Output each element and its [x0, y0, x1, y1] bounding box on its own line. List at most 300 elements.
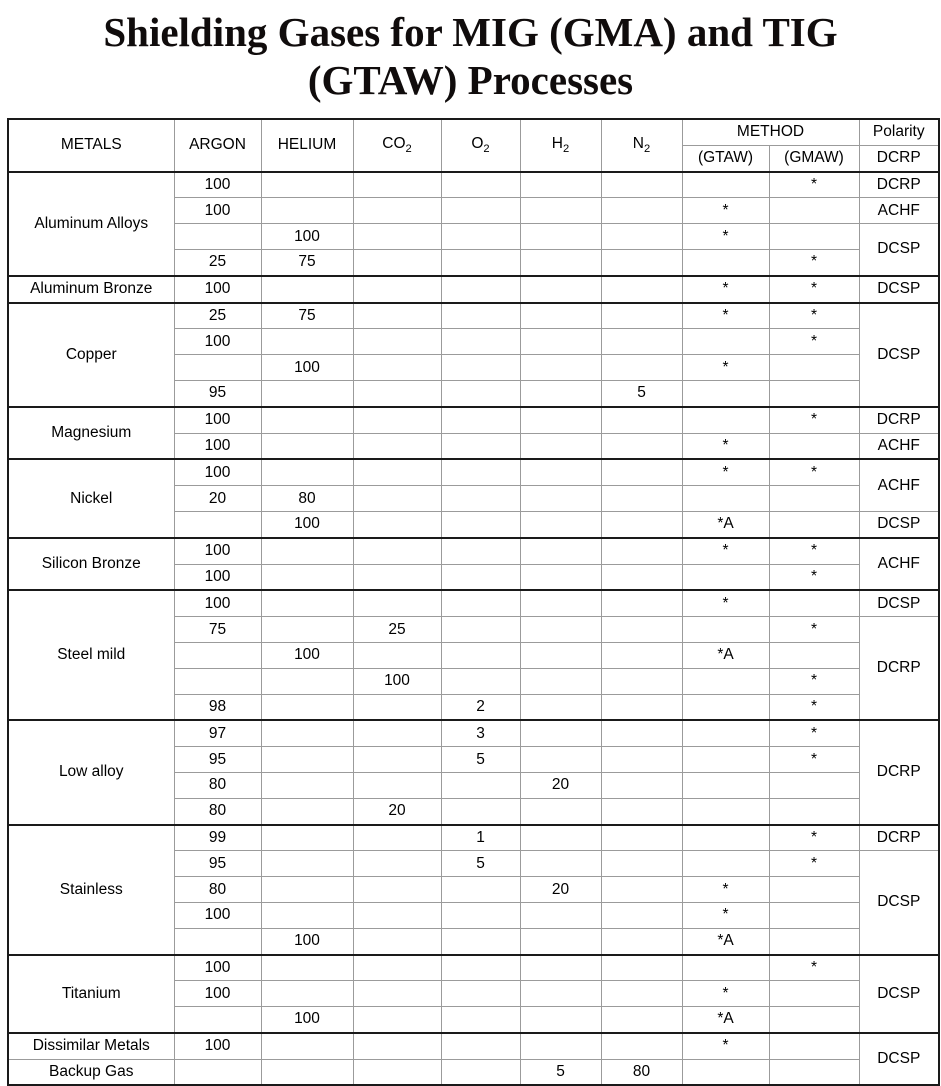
cell-o2	[441, 642, 520, 668]
metal-name-cell: Stainless	[8, 825, 174, 955]
cell-gtaw: *	[682, 981, 769, 1007]
cell-polarity: DCSP	[859, 1033, 939, 1086]
cell-gtaw: *	[682, 1033, 769, 1059]
table-header	[8, 119, 939, 172]
cell-helium: 100	[261, 355, 353, 381]
cell-h2	[520, 1033, 601, 1059]
cell-helium: 75	[261, 249, 353, 275]
cell-gmaw	[769, 590, 859, 616]
cell-gmaw: *	[769, 303, 859, 329]
cell-gmaw: *	[769, 694, 859, 720]
cell-h2	[520, 747, 601, 773]
cell-gmaw: *	[769, 617, 859, 643]
cell-o2	[441, 1007, 520, 1033]
cell-h2	[520, 825, 601, 851]
cell-n2	[601, 590, 682, 616]
cell-co2	[353, 433, 441, 459]
cell-n2	[601, 851, 682, 877]
cell-polarity: DCRP	[859, 825, 939, 851]
cell-n2	[601, 825, 682, 851]
cell-h2	[520, 486, 601, 512]
cell-helium	[261, 1059, 353, 1085]
cell-argon: 100	[174, 981, 261, 1007]
cell-helium: 75	[261, 303, 353, 329]
header-polarity: Polarity	[859, 119, 939, 145]
cell-o2	[441, 772, 520, 798]
cell-argon	[174, 1059, 261, 1085]
cell-h2	[520, 617, 601, 643]
cell-gtaw: *A	[682, 1007, 769, 1033]
cell-n2	[601, 1007, 682, 1033]
cell-o2	[441, 1033, 520, 1059]
cell-gtaw	[682, 172, 769, 198]
cell-o2	[441, 433, 520, 459]
table-row	[8, 1033, 939, 1059]
cell-helium	[261, 981, 353, 1007]
cell-h2	[520, 642, 601, 668]
cell-helium: 100	[261, 928, 353, 954]
cell-n2	[601, 407, 682, 433]
cell-o2	[441, 981, 520, 1007]
cell-n2	[601, 955, 682, 981]
metal-name-cell: Silicon Bronze	[8, 538, 174, 591]
cell-polarity: DCRP	[859, 720, 939, 824]
header-o2	[441, 119, 520, 172]
cell-o2	[441, 459, 520, 485]
cell-co2	[353, 172, 441, 198]
cell-n2: 5	[601, 380, 682, 406]
cell-h2	[520, 955, 601, 981]
cell-n2	[601, 747, 682, 773]
cell-co2: 20	[353, 798, 441, 824]
cell-gtaw: *	[682, 198, 769, 224]
cell-h2: 20	[520, 772, 601, 798]
cell-n2	[601, 928, 682, 954]
table-body	[8, 172, 939, 1086]
cell-helium	[261, 329, 353, 355]
cell-argon: 100	[174, 564, 261, 590]
cell-n2	[601, 172, 682, 198]
table-row	[8, 720, 939, 746]
cell-o2: 5	[441, 851, 520, 877]
cell-argon	[174, 355, 261, 381]
cell-gmaw	[769, 1007, 859, 1033]
cell-helium	[261, 380, 353, 406]
metal-name-cell: Low alloy	[8, 720, 174, 824]
cell-gmaw: *	[769, 329, 859, 355]
cell-gmaw	[769, 928, 859, 954]
cell-gtaw	[682, 329, 769, 355]
cell-argon: 25	[174, 249, 261, 275]
cell-argon: 100	[174, 407, 261, 433]
cell-helium	[261, 668, 353, 694]
cell-polarity: DCSP	[859, 276, 939, 303]
cell-h2	[520, 459, 601, 485]
cell-o2	[441, 303, 520, 329]
cell-gmaw: *	[769, 276, 859, 303]
header-o2-text: O	[471, 135, 484, 153]
metal-name-cell: Dissimilar Metals	[8, 1033, 174, 1059]
cell-argon: 100	[174, 198, 261, 224]
cell-co2	[353, 902, 441, 928]
cell-gmaw	[769, 355, 859, 381]
header-polarity-subvalue: DCRP	[859, 145, 939, 171]
cell-argon: 99	[174, 825, 261, 851]
cell-o2	[441, 538, 520, 564]
table-container	[0, 104, 941, 1086]
cell-h2	[520, 249, 601, 275]
cell-co2	[353, 538, 441, 564]
cell-gtaw	[682, 668, 769, 694]
metal-name-cell: Steel mild	[8, 590, 174, 720]
cell-h2	[520, 538, 601, 564]
table-row	[8, 825, 939, 851]
cell-co2	[353, 877, 441, 903]
cell-o2	[441, 355, 520, 381]
cell-o2: 2	[441, 694, 520, 720]
cell-n2	[601, 355, 682, 381]
cell-n2	[601, 877, 682, 903]
cell-o2	[441, 668, 520, 694]
cell-h2	[520, 720, 601, 746]
table-row	[8, 1059, 939, 1085]
cell-co2	[353, 642, 441, 668]
header-h2-text: H	[551, 135, 563, 153]
cell-o2	[441, 329, 520, 355]
cell-h2	[520, 694, 601, 720]
cell-o2	[441, 172, 520, 198]
cell-gtaw	[682, 720, 769, 746]
cell-co2	[353, 249, 441, 275]
cell-argon: 100	[174, 1033, 261, 1059]
cell-helium	[261, 851, 353, 877]
cell-polarity: ACHF	[859, 538, 939, 591]
cell-helium	[261, 877, 353, 903]
cell-h2: 5	[520, 1059, 601, 1085]
cell-polarity: ACHF	[859, 459, 939, 511]
table-row	[8, 590, 939, 616]
cell-h2	[520, 380, 601, 406]
cell-co2	[353, 955, 441, 981]
cell-helium	[261, 798, 353, 824]
shielding-gases-table	[7, 118, 940, 1086]
cell-helium	[261, 617, 353, 643]
cell-o2	[441, 511, 520, 537]
cell-n2	[601, 433, 682, 459]
cell-gtaw: *A	[682, 642, 769, 668]
cell-o2	[441, 564, 520, 590]
cell-helium	[261, 198, 353, 224]
header-helium: HELIUM	[261, 119, 353, 172]
cell-n2	[601, 642, 682, 668]
cell-gtaw	[682, 380, 769, 406]
cell-gtaw	[682, 249, 769, 275]
cell-gtaw: *	[682, 276, 769, 303]
cell-gtaw	[682, 772, 769, 798]
cell-h2	[520, 851, 601, 877]
header-n2-sub: 2	[643, 143, 651, 156]
cell-argon: 100	[174, 433, 261, 459]
cell-gmaw: *	[769, 825, 859, 851]
cell-polarity: DCSP	[859, 851, 939, 955]
cell-argon	[174, 668, 261, 694]
cell-h2	[520, 224, 601, 250]
cell-helium	[261, 955, 353, 981]
cell-gtaw: *	[682, 902, 769, 928]
metal-name-cell: Nickel	[8, 459, 174, 537]
cell-h2	[520, 564, 601, 590]
cell-helium: 100	[261, 642, 353, 668]
cell-helium	[261, 772, 353, 798]
header-h2	[520, 119, 601, 172]
cell-h2	[520, 1007, 601, 1033]
cell-h2	[520, 329, 601, 355]
metal-name-cell: Aluminum Alloys	[8, 172, 174, 276]
cell-n2	[601, 902, 682, 928]
cell-polarity: DCSP	[859, 511, 939, 537]
cell-o2	[441, 407, 520, 433]
cell-polarity: DCSP	[859, 224, 939, 276]
cell-polarity: ACHF	[859, 433, 939, 459]
cell-co2	[353, 564, 441, 590]
cell-n2	[601, 694, 682, 720]
cell-helium	[261, 1033, 353, 1059]
cell-o2	[441, 617, 520, 643]
cell-n2	[601, 329, 682, 355]
cell-h2: 20	[520, 877, 601, 903]
cell-h2	[520, 276, 601, 303]
cell-argon: 100	[174, 329, 261, 355]
cell-gmaw	[769, 981, 859, 1007]
cell-helium: 100	[261, 1007, 353, 1033]
metal-name-cell: Copper	[8, 303, 174, 407]
cell-gtaw	[682, 407, 769, 433]
cell-co2	[353, 355, 441, 381]
header-o2-sub: 2	[483, 143, 490, 156]
cell-n2	[601, 981, 682, 1007]
table-row	[8, 459, 939, 485]
metal-name-cell: Aluminum Bronze	[8, 276, 174, 303]
header-n2-text: N	[632, 135, 644, 153]
cell-gtaw	[682, 747, 769, 773]
cell-o2	[441, 955, 520, 981]
cell-helium	[261, 538, 353, 564]
cell-co2	[353, 772, 441, 798]
cell-gmaw: *	[769, 720, 859, 746]
cell-gmaw: *	[769, 249, 859, 275]
cell-argon: 25	[174, 303, 261, 329]
cell-o2	[441, 249, 520, 275]
header-n2	[601, 119, 682, 172]
cell-gmaw	[769, 798, 859, 824]
cell-argon: 100	[174, 459, 261, 485]
table-row	[8, 538, 939, 564]
cell-gmaw	[769, 642, 859, 668]
cell-h2	[520, 902, 601, 928]
cell-co2	[353, 380, 441, 406]
cell-argon: 20	[174, 486, 261, 512]
cell-co2	[353, 459, 441, 485]
cell-co2	[353, 511, 441, 537]
header-co2-sub: 2	[405, 143, 412, 156]
cell-gtaw: *	[682, 224, 769, 250]
cell-gmaw	[769, 877, 859, 903]
cell-n2	[601, 276, 682, 303]
header-row-main	[8, 119, 939, 145]
header-metals: METALS	[8, 119, 174, 172]
cell-gtaw: *A	[682, 928, 769, 954]
cell-h2	[520, 172, 601, 198]
cell-n2	[601, 1033, 682, 1059]
metal-name-cell: Magnesium	[8, 407, 174, 460]
cell-n2	[601, 538, 682, 564]
cell-gmaw: *	[769, 538, 859, 564]
cell-gtaw	[682, 564, 769, 590]
cell-co2	[353, 407, 441, 433]
cell-polarity: ACHF	[859, 198, 939, 224]
cell-gmaw: *	[769, 851, 859, 877]
cell-helium	[261, 407, 353, 433]
cell-o2	[441, 877, 520, 903]
cell-n2	[601, 564, 682, 590]
cell-gmaw	[769, 1059, 859, 1085]
cell-gmaw	[769, 433, 859, 459]
cell-co2	[353, 276, 441, 303]
cell-co2	[353, 747, 441, 773]
cell-o2	[441, 798, 520, 824]
cell-gtaw	[682, 694, 769, 720]
cell-gtaw	[682, 486, 769, 512]
cell-helium	[261, 720, 353, 746]
cell-gtaw: *	[682, 303, 769, 329]
metal-name-cell: Titanium	[8, 955, 174, 1033]
cell-argon: 100	[174, 955, 261, 981]
cell-helium	[261, 747, 353, 773]
cell-polarity: DCSP	[859, 590, 939, 616]
cell-co2: 100	[353, 668, 441, 694]
header-co2	[353, 119, 441, 172]
cell-helium: 80	[261, 486, 353, 512]
cell-gtaw	[682, 798, 769, 824]
cell-co2	[353, 928, 441, 954]
cell-n2	[601, 617, 682, 643]
cell-helium: 100	[261, 511, 353, 537]
cell-o2	[441, 380, 520, 406]
cell-o2: 5	[441, 747, 520, 773]
cell-argon	[174, 1007, 261, 1033]
cell-co2	[353, 1059, 441, 1085]
cell-argon: 100	[174, 172, 261, 198]
cell-gmaw: *	[769, 668, 859, 694]
table-row	[8, 172, 939, 198]
cell-co2	[353, 1033, 441, 1059]
cell-gmaw	[769, 198, 859, 224]
cell-co2	[353, 303, 441, 329]
cell-argon: 80	[174, 798, 261, 824]
cell-gtaw	[682, 1059, 769, 1085]
cell-co2	[353, 720, 441, 746]
cell-gmaw: *	[769, 747, 859, 773]
cell-n2	[601, 303, 682, 329]
cell-n2	[601, 459, 682, 485]
cell-argon	[174, 928, 261, 954]
cell-h2	[520, 590, 601, 616]
cell-n2	[601, 198, 682, 224]
cell-argon	[174, 224, 261, 250]
cell-gmaw: *	[769, 172, 859, 198]
cell-helium	[261, 902, 353, 928]
cell-argon: 80	[174, 877, 261, 903]
cell-argon: 95	[174, 380, 261, 406]
cell-h2	[520, 928, 601, 954]
cell-argon: 100	[174, 538, 261, 564]
cell-gtaw: *	[682, 433, 769, 459]
cell-co2	[353, 694, 441, 720]
cell-helium	[261, 694, 353, 720]
cell-o2: 3	[441, 720, 520, 746]
cell-o2	[441, 486, 520, 512]
cell-n2	[601, 798, 682, 824]
cell-co2	[353, 329, 441, 355]
cell-argon: 98	[174, 694, 261, 720]
cell-co2	[353, 198, 441, 224]
table-row	[8, 276, 939, 303]
cell-gmaw	[769, 224, 859, 250]
cell-gtaw	[682, 825, 769, 851]
cell-co2	[353, 486, 441, 512]
cell-h2	[520, 511, 601, 537]
cell-helium	[261, 276, 353, 303]
cell-argon	[174, 511, 261, 537]
cell-co2	[353, 590, 441, 616]
cell-argon: 100	[174, 902, 261, 928]
metal-name-cell: Backup Gas	[8, 1059, 174, 1085]
cell-o2: 1	[441, 825, 520, 851]
cell-co2	[353, 1007, 441, 1033]
header-h2-sub: 2	[562, 143, 570, 156]
cell-h2	[520, 433, 601, 459]
cell-gtaw: *	[682, 877, 769, 903]
cell-argon: 95	[174, 851, 261, 877]
cell-helium	[261, 564, 353, 590]
cell-helium: 100	[261, 224, 353, 250]
cell-argon: 75	[174, 617, 261, 643]
cell-gmaw	[769, 511, 859, 537]
cell-gtaw: *	[682, 355, 769, 381]
cell-gtaw	[682, 955, 769, 981]
cell-gmaw	[769, 380, 859, 406]
cell-gtaw: *	[682, 538, 769, 564]
cell-n2	[601, 511, 682, 537]
cell-polarity: DCRP	[859, 172, 939, 198]
cell-argon: 80	[174, 772, 261, 798]
cell-argon: 100	[174, 590, 261, 616]
cell-helium	[261, 433, 353, 459]
cell-co2	[353, 851, 441, 877]
cell-gtaw: *A	[682, 511, 769, 537]
cell-o2	[441, 198, 520, 224]
cell-h2	[520, 355, 601, 381]
cell-n2	[601, 772, 682, 798]
cell-o2	[441, 224, 520, 250]
table-row	[8, 407, 939, 433]
cell-h2	[520, 198, 601, 224]
cell-gmaw	[769, 772, 859, 798]
cell-polarity: DCSP	[859, 955, 939, 1033]
cell-o2	[441, 1059, 520, 1085]
cell-polarity: DCRP	[859, 617, 939, 721]
header-co2-text: CO	[382, 135, 406, 153]
